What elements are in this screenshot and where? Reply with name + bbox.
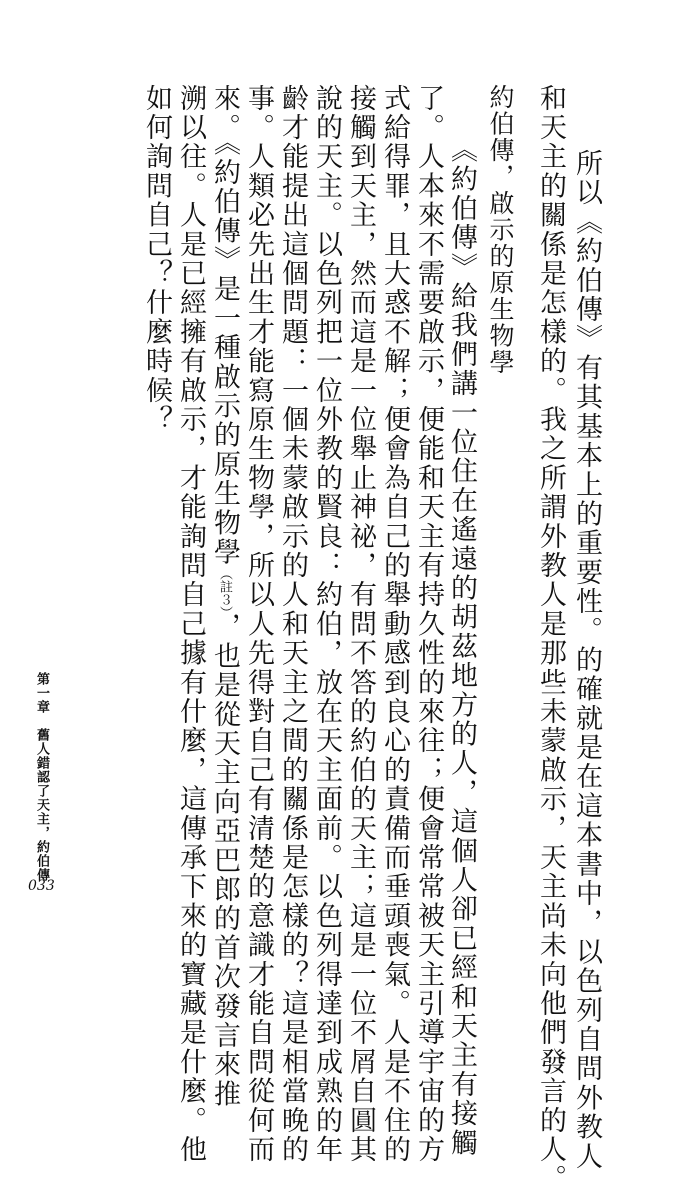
text-column: 接觸到天主，然而這是一位舉止神祕，有問不答的約伯的天主；這是一位不屑自圓其 xyxy=(345,84,376,1165)
text-column: 式給得罪，且大惑不解；便會為自己的舉動感到良心的責備而垂頭喪氣。人是不住的 xyxy=(379,84,410,1165)
text-column: 和天主的關係是怎樣的。我之所謂外教人是那些未蒙啟示，天主尚未向他們發言的人。 xyxy=(535,84,566,1194)
footnote-marker: （註３） xyxy=(217,566,232,613)
text-column: 了。人本來不需要啟示，便能和天主有持久性的來往；便會常常被天主引導宇宙的方 xyxy=(413,84,444,1165)
text-column: 《約伯傳》給我們講一位住在遙遠的胡茲地方的人，這個人卻已經和天主有接觸 xyxy=(446,120,477,1158)
text-column: 齡才能提出這個問題：一個未蒙啟示的人和天主之間的關係是怎樣的？這是相當晚的 xyxy=(277,84,308,1165)
section-heading: 約伯傳，啟示的原生物學 xyxy=(486,84,515,376)
text-column: 事。人類必先出生才能寫原生物學，所以人先得對自己有清楚的意識才能自問從何而 xyxy=(243,84,274,1165)
text-column: 如何詢問自己？什麼時候？ xyxy=(141,84,172,435)
text-column: 所以《約伯傳》有其基本上的重要性。的確就是在這本書中，以色列自問外教人 xyxy=(571,120,602,1172)
text-column: 說的天主。以色列把一位外教的賢良：約伯，放在天主面前。以色列得達到成熟的年 xyxy=(311,84,342,1165)
page-number: 033 xyxy=(28,878,55,894)
chapter-side-label: 第一章 舊人錯認了天主，約伯傳 xyxy=(34,672,49,882)
text-column: 溯以往。人是已經擁有啟示，才能詢問自己據有什麼，這傳承下來的寶藏是什麼。他 xyxy=(175,84,206,1165)
text-column: 來。《約伯傳》是一種啟示的原生物學（註３），也是從天主向亞巴郎的首次發言來推 xyxy=(209,84,240,1109)
